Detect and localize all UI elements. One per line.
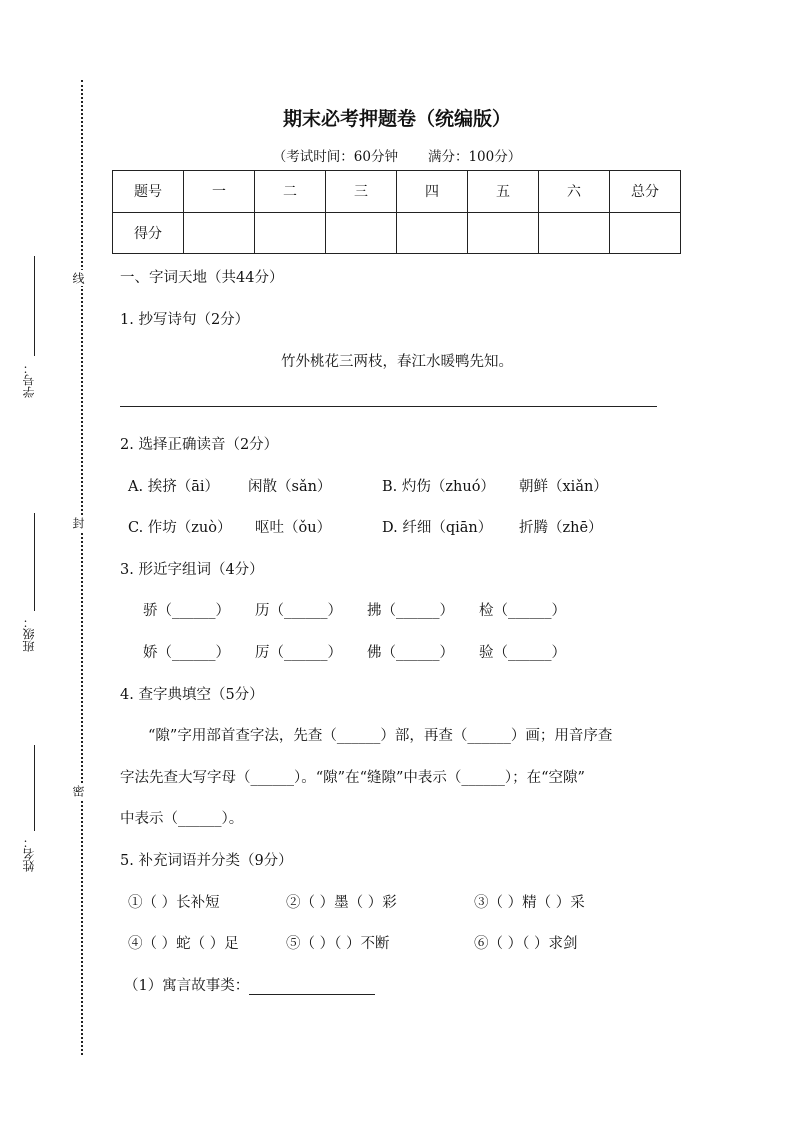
word-blank[interactable]: 拂（______）: [367, 603, 454, 619]
word-blank[interactable]: 骄（______）: [143, 603, 230, 619]
option-b-2: 朝鲜（xiǎn）: [519, 479, 608, 495]
word-blank[interactable]: 检（______）: [479, 603, 566, 619]
paragraph-line: 字法先查大写字母（______）。“隙”在“缝隙”中表示（______）；在“空隙”: [120, 770, 585, 786]
option-row: [128, 475, 608, 496]
name-label: 姓名：: [22, 836, 36, 872]
idiom-blank[interactable]: ⑤（ ）（ ）不断: [286, 936, 390, 952]
idiom-row: [128, 891, 585, 912]
exam-title: 期末必考押题卷（统编版）: [282, 108, 511, 130]
word-blank[interactable]: 娇（______）: [143, 645, 230, 661]
score-input-cell[interactable]: [397, 212, 468, 254]
table-cell: 六: [539, 171, 610, 213]
table-cell: 题号: [113, 171, 184, 213]
idiom-row: [128, 932, 577, 953]
score-input-cell[interactable]: [539, 212, 610, 254]
answer-line[interactable]: [120, 406, 657, 407]
question-4-title: 4. 查字典填空（5分）: [120, 687, 264, 703]
table-cell: 三: [326, 171, 397, 213]
word-row: [143, 641, 566, 662]
option-row: [128, 516, 603, 537]
score-input-cell[interactable]: [255, 212, 326, 254]
idiom-blank[interactable]: ④（ ）蛇（ ）足: [128, 936, 239, 952]
paragraph-line: “隙”字用部首查字法，先查（______）部，再查（______）画；用音序查: [148, 728, 613, 744]
option-a-1[interactable]: A. 挨挤（āi）: [128, 479, 219, 495]
question-2-title: 2. 选择正确读音（2分）: [120, 437, 279, 453]
category-answer-line[interactable]: [249, 978, 375, 995]
table-cell: 五: [468, 171, 539, 213]
seal-secret-mark: 密: [71, 785, 85, 797]
idiom-blank[interactable]: ①（ ）长补短: [128, 895, 220, 911]
idiom-blank[interactable]: ③（ ）精（ ）采: [474, 895, 585, 911]
question-3-title: 3. 形近字组词（4分）: [120, 562, 264, 578]
binding-dotted-line: [81, 80, 83, 1055]
score-input-cell[interactable]: [326, 212, 397, 254]
seal-seal-mark: 封: [71, 517, 85, 529]
category-label: （1）寓言故事类：: [124, 978, 250, 994]
option-c-1[interactable]: C. 作坊（zuò）: [128, 520, 232, 536]
section-heading: 一、字词天地（共44分）: [120, 270, 284, 286]
table-cell: 二: [255, 171, 326, 213]
score-input-cell[interactable]: [184, 212, 255, 254]
option-d-2: 折腾（zhē）: [519, 520, 603, 536]
option-b-1[interactable]: B. 灼伤（zhuó）: [382, 479, 495, 495]
paragraph-line: 中表示（______）。: [120, 811, 244, 827]
exam-time: （考试时间：60分钟: [272, 149, 398, 165]
student-id-label: 学号：: [22, 362, 36, 398]
word-blank[interactable]: 历（______）: [255, 603, 342, 619]
score-input-cell[interactable]: [468, 212, 539, 254]
question-1-title: 1. 抄写诗句（2分）: [120, 312, 250, 328]
idiom-blank[interactable]: ②（ ）墨（ ）彩: [286, 895, 397, 911]
table-cell: 一: [184, 171, 255, 213]
table-row: [113, 171, 681, 213]
word-blank[interactable]: 厉（______）: [255, 645, 342, 661]
option-c-2: 呕吐（ǒu）: [255, 520, 332, 536]
exam-subtitle: [0, 145, 794, 165]
table-cell: 总分: [610, 171, 681, 213]
word-row: [143, 599, 566, 620]
score-table: [112, 170, 681, 254]
word-blank[interactable]: 验（______）: [479, 645, 566, 661]
table-row: [113, 212, 681, 254]
option-d-1[interactable]: D. 纤细（qiān）: [382, 520, 493, 536]
name-field[interactable]: [34, 745, 35, 831]
class-label: 班级：: [22, 616, 36, 652]
poem-line: 竹外桃花三两枝，春江水暖鸭先知。: [281, 354, 513, 370]
exam-full-score: 满分：100分）: [427, 149, 522, 165]
table-cell: 得分: [113, 212, 184, 254]
score-input-cell[interactable]: [610, 212, 681, 254]
table-cell: 四: [397, 171, 468, 213]
class-field[interactable]: [34, 513, 35, 611]
option-a-2: 闲散（sǎn）: [248, 479, 332, 495]
question-5-title: 5. 补充词语并分类（9分）: [120, 853, 293, 869]
word-blank[interactable]: 佛（______）: [367, 645, 454, 661]
idiom-blank[interactable]: ⑥（ ）（ ）求剑: [474, 936, 578, 952]
category-row: [124, 974, 375, 995]
student-id-field[interactable]: [34, 256, 35, 356]
seal-line-mark: 线: [71, 272, 85, 284]
